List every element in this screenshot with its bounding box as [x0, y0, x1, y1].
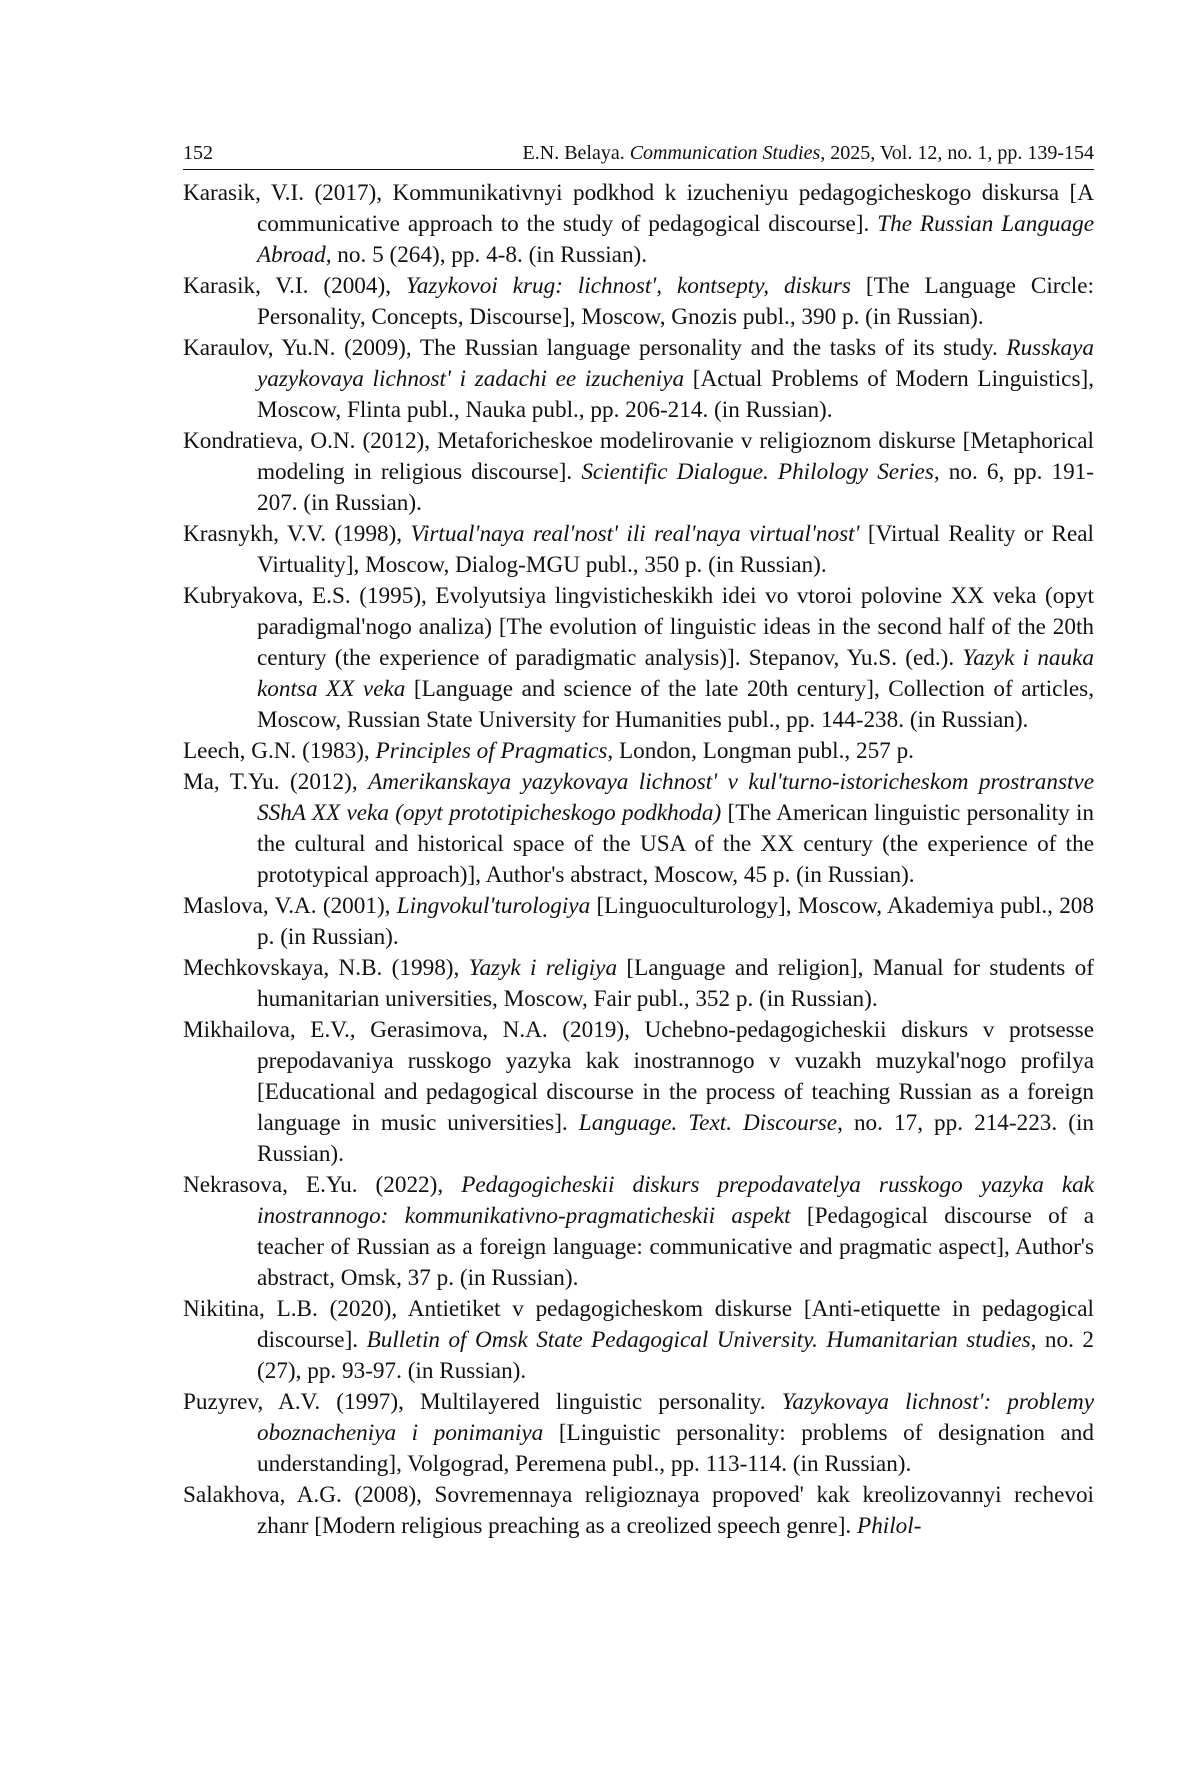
reference-list	[183, 178, 1094, 1542]
reference-maslova-2001: Maslova, V.A. (2001), Lingvokul'turologiya [Linguoculturology], Moscow, Akademiya publ., 208 p. (in Russian).	[183, 893, 1094, 950]
journal-citation	[523, 140, 1094, 166]
reference-mechkovskaya-1998: Mechkovskaya, N.B. (1998), Yazyk i religiya [Language and religion], Manual for students of humanitarian universities, Moscow, Fair publ., 352 p. (in Russian).	[183, 955, 1095, 1012]
document-page	[183, 140, 1094, 1542]
citation-details: , 2025, Vol. 12, no. 1, pp. 139-154	[820, 142, 1094, 164]
reference-kubryakova-1995: Kubryakova, E.S. (1995), Evolyutsiya lingvisticheskikh idei vo vtoroi polovine XX veka (opyt paradigmal'nogo analiza) [The evolution of linguistic ideas in the second half of the 20th century (the experience of paradigmatic analysis)]. Stepanov, Yu.S. (ed.). Yazyk i nauka kontsa XX veka [Language and science of the late 20th century], Collection of articles, Moscow, Russian State University for Humanities publ., pp. 144-238. (in Russian).	[183, 583, 1094, 733]
reference-leech-1983: Leech, G.N. (1983), Principles of Pragmatics, London, Longman publ., 257 p.	[183, 738, 914, 764]
reference-krasnykh-1998: Krasnykh, V.V. (1998), Virtual'naya real'nost' ili real'naya virtual'nost' [Virtual Reality or Real Virtuality], Moscow, Dialog-MGU publ., 350 p. (in Russian).	[183, 521, 1094, 578]
reference-karasik-2017: Karasik, V.I. (2017), Kommunikativnyi podkhod k izucheniyu pedagogicheskogo diskursa [A communicative approach to the study of pedagogical discourse]. The Russian Language Abroad, no. 5 (264), pp. 4-8. (in Russian).	[183, 180, 1095, 268]
reference-nekrasova-2022: Nekrasova, E.Yu. (2022), Pedagogicheskii diskurs prepodavatelya russkogo yazyka kak inostrannogo: kommunikativno-pragmaticheskii aspekt [Pedagogical discourse of a teacher of Russian as a foreign language: communicative and pragmatic aspect], Author's abstract, Omsk, 37 p. (in Russian).	[183, 1172, 1094, 1291]
reference-nikitina-2020: Nikitina, L.B. (2020), Antietiket v pedagogicheskom diskurse [Anti-etiquette in pedagogical discourse]. Bulletin of Omsk State Pedagogical University. Humanitarian studies, no. 2 (27), pp. 93-97. (in Russian).	[183, 1296, 1094, 1384]
reference-kondratieva-2012: Kondratieva, O.N. (2012), Metaforicheskoe modelirovanie v religioznom diskurse [Metaphorical modeling in religious discourse]. Scientific Dialogue. Philology Series, no. 6, pp. 191-207. (in Russian).	[183, 428, 1094, 516]
reference-mikhailova-2019: Mikhailova, E.V., Gerasimova, N.A. (2019), Uchebno-pedagogicheskii diskurs v protsesse prepodavaniya russkogo yazyka kak inostrannogo v vuzakh muzykal'nogo profilya [Educational and pedagogical discourse in the process of teaching Russian as a foreign language in music universities]. Language. Text. Discourse, no. 17, pp. 214-223. (in Russian).	[183, 1017, 1094, 1167]
citation-journal: Communication Studies	[629, 142, 821, 164]
reference-karasik-2004: Karasik, V.I. (2004), Yazykovoi krug: lichnost', kontsepty, diskurs [The Language Circle: Personality, Concepts, Discourse], Moscow, Gnozis publ., 390 p. (in Russian).	[183, 273, 1094, 330]
reference-salakhova-2008: Salakhova, A.G. (2008), Sovremennaya religioznaya propoved' kak kreolizovannyi rechevoi zhanr [Modern religious preaching as a creolized speech genre]. Philol-	[183, 1482, 1094, 1539]
page-number: 152	[183, 142, 213, 164]
running-header	[183, 140, 1094, 170]
reference-ma-2012: Ma, T.Yu. (2012), Amerikanskaya yazykovaya lichnost' v kul'turno-istoricheskom prostranstve SShA XX veka (opyt prototipicheskogo podkhoda) [The American linguistic personality in the cultural and historical space of the USA of the XX century (the experience of the prototypical approach)], Author's abstract, Moscow, 45 p. (in Russian).	[183, 769, 1094, 888]
reference-puzyrev-1997: Puzyrev, A.V. (1997), Multilayered linguistic personality. Yazykovaya lichnost': problemy oboznacheniya i ponimaniya [Linguistic personality: problems of designation and understanding], Volgograd, Peremena publ., pp. 113-114. (in Russian).	[183, 1389, 1094, 1477]
citation-author: E.N. Belaya.	[522, 142, 625, 164]
reference-karaulov-2009: Karaulov, Yu.N. (2009), The Russian language personality and the tasks of its study. Russkaya yazykovaya lichnost' i zadachi ee izucheniya [Actual Problems of Modern Linguistics], Moscow, Flinta publ., Nauka publ., pp. 206-214. (in Russian).	[183, 335, 1094, 423]
